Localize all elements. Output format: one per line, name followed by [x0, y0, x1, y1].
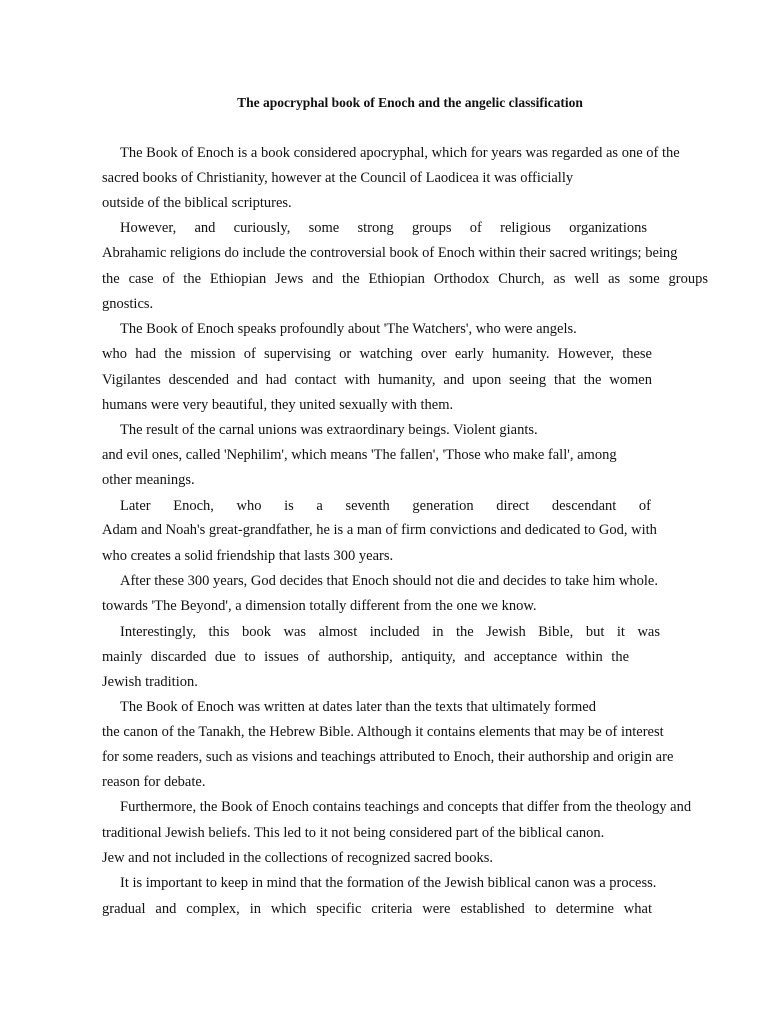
text-line: Jewish tradition. [102, 674, 198, 690]
text-line: towards 'The Beyond', a dimension totally different from the one we know. [102, 598, 537, 614]
text-line: and evil ones, called 'Nephilim', which means 'The fallen', 'Those who make fall', among [102, 447, 617, 463]
text-line: traditional Jewish beliefs. This led to it not being considered part of the biblical canon. [102, 825, 605, 841]
text-line: Interestingly, this book was almost included in the Jewish Bible, but it was [120, 624, 660, 640]
text-line: the case of the Ethiopian Jews and the Ethiopian Orthodox Church, as well as some groups [102, 271, 708, 287]
text-line: reason for debate. [102, 774, 206, 790]
text-line: The Book of Enoch is a book considered apocryphal, which for years was regarded as one of the [120, 145, 680, 161]
text-line: who creates a solid friendship that lasts 300 years. [102, 548, 394, 564]
text-line: Abrahamic religions do include the controversial book of Enoch within their sacred writings; being [102, 245, 678, 261]
text-line: Later Enoch, who is a seventh generation direct descendant of [120, 498, 651, 514]
text-line: The Book of Enoch was written at dates later than the texts that ultimately formed [120, 699, 596, 715]
text-line: After these 300 years, God decides that Enoch should not die and decides to take him whole. [120, 573, 658, 589]
text-line: Furthermore, the Book of Enoch contains teachings and concepts that differ from the theology and [120, 799, 692, 815]
document-title: The apocryphal book of Enoch and the angelic classification [237, 95, 583, 110]
text-line: The result of the carnal unions was extraordinary beings. Violent giants. [120, 422, 538, 438]
text-line: The Book of Enoch speaks profoundly about 'The Watchers', who were angels. [120, 321, 577, 337]
text-line: for some readers, such as visions and teachings attributed to Enoch, their authorship and origin are [102, 749, 674, 765]
text-line: outside of the biblical scriptures. [102, 195, 292, 211]
text-line: other meanings. [102, 472, 195, 488]
text-line: sacred books of Christianity, however at the Council of Laodicea it was officially [102, 170, 574, 186]
text-line: gnostics. [102, 296, 154, 312]
text-line: Vigilantes descended and had contact with humanity, and upon seeing that the women [102, 372, 652, 388]
text-line: who had the mission of supervising or watching over early humanity. However, these [102, 346, 652, 362]
text-line: the canon of the Tanakh, the Hebrew Bible. Although it contains elements that may be of interest [102, 724, 664, 740]
text-line: However, and curiously, some strong groups of religious organizations [120, 220, 647, 236]
text-line: mainly discarded due to issues of authorship, antiquity, and acceptance within the [102, 649, 629, 665]
text-line: Adam and Noah's great-grandfather, he is a man of firm convictions and dedicated to God, with [102, 522, 657, 538]
text-line: Jew and not included in the collections of recognized sacred books. [102, 850, 493, 866]
text-line: gradual and complex, in which specific criteria were established to determine what [102, 901, 652, 917]
text-line: It is important to keep in mind that the formation of the Jewish biblical canon was a process. [120, 875, 657, 891]
text-line: humans were very beautiful, they united sexually with them. [102, 397, 454, 413]
